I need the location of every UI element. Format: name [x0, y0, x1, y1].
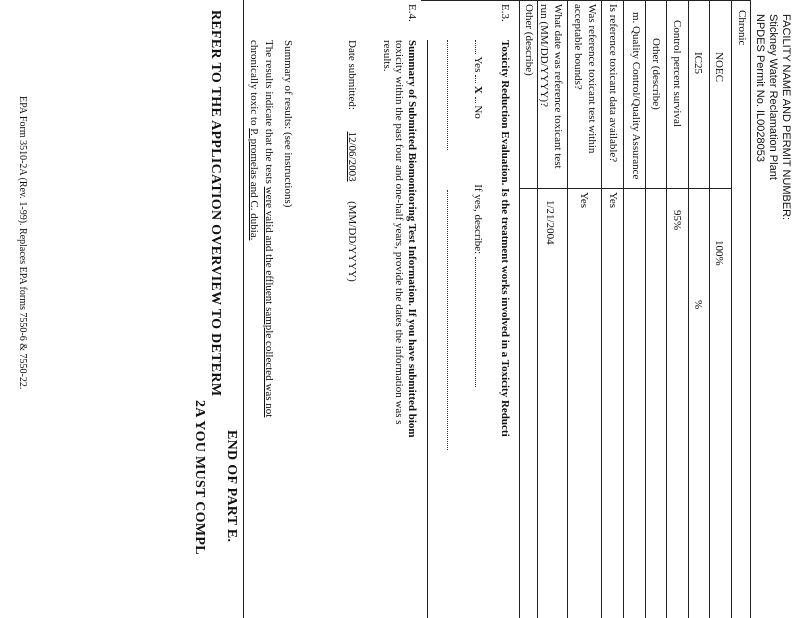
table-rule-10 — [519, 0, 520, 618]
e4-result-line1: The results indicate that the tests were valid and the effluent sample collected was not — [263, 40, 275, 418]
table-rule-9 — [537, 0, 538, 618]
ref-date-value: 1/21/2004 — [544, 200, 556, 245]
ref-data-value: Yes — [607, 192, 619, 209]
e4-result-line2: chronically toxic to P. promelas and C. dubia. — [248, 40, 261, 241]
e3-no-option: No — [472, 105, 484, 119]
table-rule-1 — [731, 0, 732, 618]
e3-x-mark: X — [472, 85, 484, 94]
e4-date-label: Date submitted: — [346, 40, 358, 110]
noec-value: 100% — [713, 240, 725, 266]
table-rule-5 — [645, 0, 646, 618]
e4-date-row — [344, 40, 358, 282]
e3-text: Toxicity Reduction Evaluation. Is the treatment works involved in a Toxicity Reducti — [499, 40, 511, 437]
facility-header-title: FACILITY NAME AND PERMIT NUMBER: — [780, 14, 792, 221]
e4-text-line2: toxicity within the past four and one-half years, provide the dates the information was s — [393, 40, 406, 425]
noec-label: NOEC — [713, 52, 725, 82]
chronic-label: Chronic — [736, 10, 748, 46]
qa-other-label: Other (describe) — [523, 4, 535, 76]
must-complete: 2A YOU MUST COMPL — [192, 400, 207, 555]
e3-yes-option: Yes — [472, 56, 484, 73]
e4-text-line3: results. — [380, 40, 393, 72]
table-col-divider — [624, 188, 732, 189]
ref-data-label: Is reference toxicant data available? — [607, 4, 619, 163]
table-rule-4 — [666, 0, 667, 618]
qa-col-divider — [520, 188, 624, 189]
e3-dotted-line-2 — [447, 190, 448, 450]
e3-dotted-line-1 — [447, 40, 448, 150]
ref-bounds-label: Was reference toxicant test within acceptable bounds? — [572, 4, 598, 154]
e3-blank-3 — [475, 97, 476, 103]
form-top-rule — [750, 0, 751, 618]
table-rule-6 — [623, 0, 624, 618]
ic25-value: % — [692, 300, 704, 310]
other-describe-label: Other (describe) — [650, 38, 662, 110]
e4-date-format: (MM/DD/YYYY) — [346, 201, 358, 282]
table-rule-8 — [567, 0, 568, 618]
form-left-rule — [421, 0, 751, 1]
e3-describe-label: If yes, describe: — [472, 184, 484, 255]
permit-number: NPDES Permit No. IL0028053 — [753, 14, 766, 162]
section-end-rule — [243, 0, 244, 618]
control-survival-label: Control percent survival — [671, 20, 683, 127]
ref-date-label: What date was reference toxicant test run (MM/DD/YYYY)? — [538, 4, 564, 169]
ref-bounds-value: Yes — [578, 192, 590, 209]
e4-text — [380, 40, 418, 438]
table-rule-2 — [709, 0, 710, 618]
e4-date-value: 12/06/2003 — [346, 131, 358, 182]
e4-text-line1: Summary of Submitted Biomonitoring Test Information. If you have submitted biom — [406, 40, 418, 438]
facility-header — [752, 14, 792, 220]
table-rule-7 — [601, 0, 602, 618]
table-rule-3 — [688, 0, 689, 618]
end-of-part: END OF PART E. — [224, 430, 239, 543]
qa-heading: m. Quality Control/Quality Assurance — [630, 12, 642, 180]
form-number: EPA Form 3510-2A (Rev. 1-99). Replaces EPA forms 7550-6 & 7550-22. — [17, 96, 28, 390]
facility-name: Stickney Water Reclamation Plant — [766, 14, 779, 180]
e3-blank-1 — [475, 40, 476, 54]
ic25-label: IC25 — [692, 52, 704, 74]
e4-number: E.4. — [406, 4, 418, 22]
e4-results — [246, 40, 276, 417]
e4-summary-label: Summary of results: (see instructions) — [282, 40, 294, 208]
refer-overview: REFER TO THE APPLICATION OVERVIEW TO DETERM — [208, 10, 223, 397]
e3-bottom-rule — [427, 40, 428, 618]
e3-describe-blank — [475, 257, 476, 387]
control-survival-value: 95% — [671, 210, 683, 231]
e3-blank-2 — [475, 75, 476, 83]
e3-number: E.3. — [499, 4, 511, 22]
e3-answer — [470, 40, 484, 387]
